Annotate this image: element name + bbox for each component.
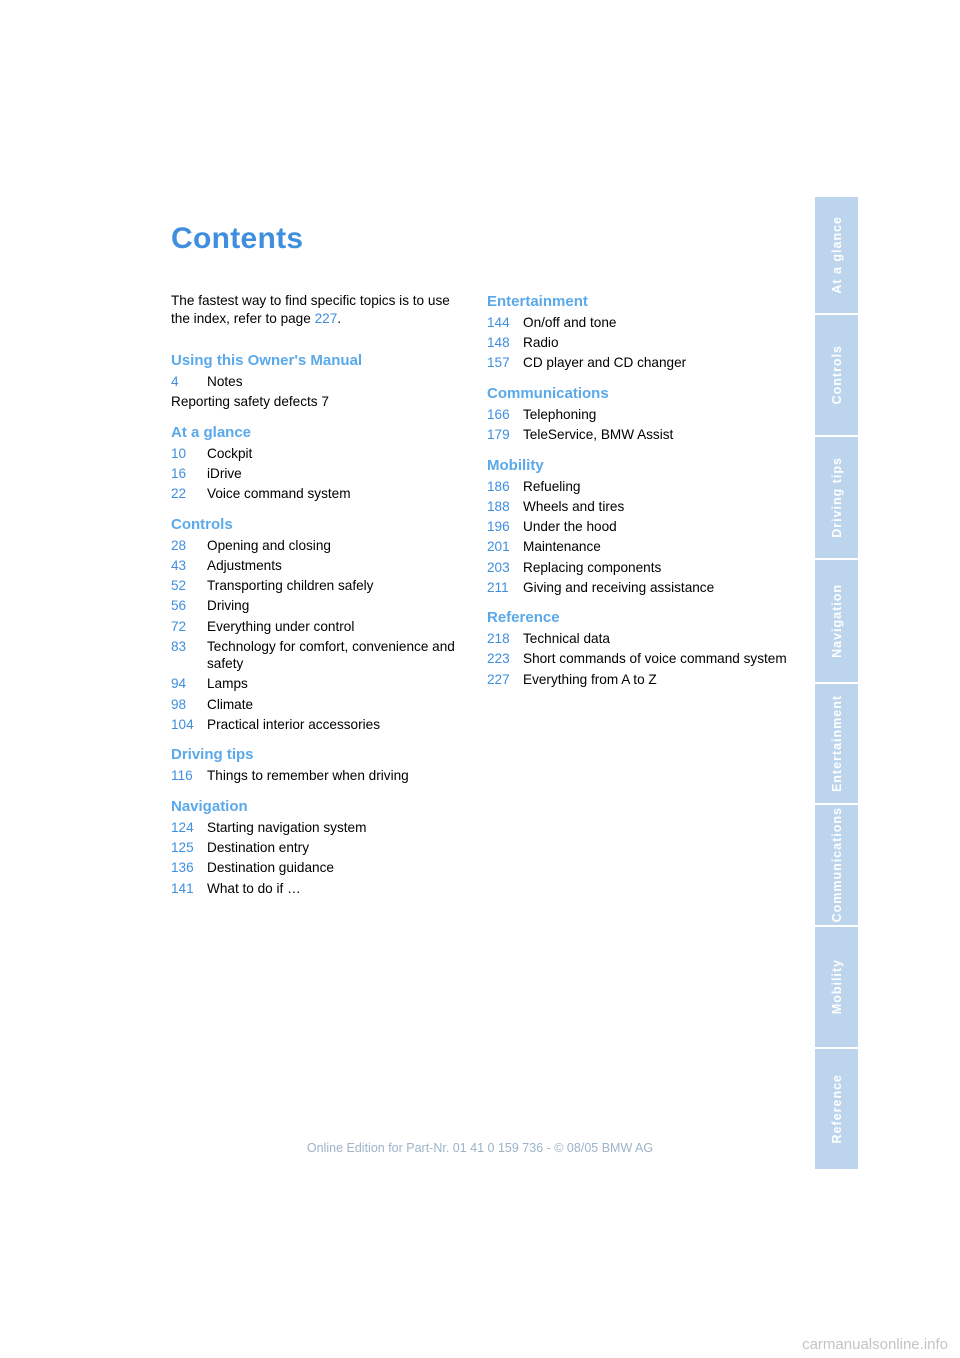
- section-heading: Communications: [487, 384, 609, 402]
- tab-label: Controls: [829, 345, 844, 405]
- page-number[interactable]: 43: [171, 557, 187, 573]
- toc-entry[interactable]: [171, 696, 471, 714]
- page-number[interactable]: 136: [171, 860, 194, 876]
- entry-title: Destination guidance: [207, 860, 334, 876]
- toc-entry[interactable]: [487, 498, 787, 516]
- toc-left-column: [171, 292, 471, 909]
- entry-title: Short commands of voice command system: [523, 651, 787, 667]
- intro-text: [171, 292, 471, 328]
- entry-title: Practical interior accessories: [207, 716, 381, 732]
- entry-title: Driving: [207, 598, 250, 614]
- watermark: carmanualsonline.info: [802, 1336, 948, 1353]
- toc-entry[interactable]: [171, 485, 471, 503]
- section-at-a-glance: [171, 423, 471, 503]
- tab-mobility[interactable]: [815, 927, 858, 1049]
- tab-navigation[interactable]: [815, 560, 858, 684]
- tab-label: Mobility: [829, 959, 844, 1015]
- entry-title: Radio: [523, 335, 559, 351]
- page-number[interactable]: 56: [171, 598, 187, 614]
- section-navigation: [171, 797, 471, 897]
- page-number[interactable]: 188: [487, 498, 510, 514]
- page-number[interactable]: 28: [171, 537, 187, 553]
- page-number[interactable]: 157: [487, 355, 510, 371]
- page-number[interactable]: 203: [487, 559, 510, 575]
- section-heading: Controls: [171, 515, 233, 533]
- tab-label: Communications: [829, 807, 844, 923]
- tab-controls[interactable]: [815, 315, 858, 437]
- section-reference: [487, 608, 787, 688]
- toc-entry[interactable]: [171, 675, 471, 693]
- left-sections: [171, 351, 471, 897]
- section-mobility: [487, 456, 787, 597]
- toc-entry[interactable]: [487, 478, 787, 496]
- toc-entry[interactable]: [487, 630, 787, 648]
- toc-entry[interactable]: [487, 406, 787, 424]
- entry-title: Everything from A to Z: [523, 671, 657, 687]
- intro-sentence: The fastest way to find specific topics is to use the index, refer to page: [171, 293, 450, 326]
- page-number[interactable]: 104: [171, 716, 194, 732]
- section-entertainment: [487, 292, 787, 372]
- toc-entry[interactable]: [171, 537, 471, 555]
- page-number[interactable]: 196: [487, 519, 510, 535]
- page-title: Contents: [171, 222, 304, 255]
- index-page-link[interactable]: 227: [314, 311, 338, 326]
- entry-title: Refueling: [523, 478, 581, 494]
- entry-title: Replacing components: [523, 559, 662, 575]
- page-number[interactable]: 223: [487, 651, 510, 667]
- tab-at-a-glance[interactable]: [815, 197, 858, 315]
- section-communications: [487, 384, 787, 444]
- toc-entry[interactable]: [171, 577, 471, 595]
- toc-entry[interactable]: [487, 559, 787, 577]
- toc-entry[interactable]: [171, 839, 471, 857]
- toc-entry[interactable]: [487, 671, 787, 689]
- toc-entry[interactable]: [487, 538, 787, 556]
- toc-entry[interactable]: [171, 597, 471, 615]
- entry-title: TeleService, BMW Assist: [523, 427, 674, 443]
- page-number[interactable]: 22: [171, 486, 187, 502]
- toc-entry[interactable]: [171, 716, 471, 734]
- toc-right-column: [487, 292, 787, 700]
- entry-title: iDrive: [207, 465, 242, 481]
- tab-entertainment[interactable]: [815, 684, 858, 805]
- section-using-this-owner-s-manual: [171, 351, 471, 411]
- entry-title: On/off and tone: [523, 315, 617, 330]
- entry-title: Wheels and tires: [523, 498, 625, 514]
- entry-title: Telephoning: [523, 406, 597, 422]
- page-number[interactable]: 201: [487, 539, 510, 555]
- tab-communications[interactable]: [815, 805, 858, 927]
- tab-driving-tips[interactable]: [815, 437, 858, 560]
- entry-title: Destination entry: [207, 840, 310, 856]
- section-heading: Mobility: [487, 456, 544, 474]
- entry-title: Notes: [207, 374, 243, 389]
- tab-label: At a glance: [829, 216, 844, 294]
- toc-entry[interactable]: [487, 518, 787, 536]
- toc-entry[interactable]: [171, 859, 471, 877]
- page-number[interactable]: 52: [171, 578, 187, 594]
- entry-title: Starting navigation system: [207, 820, 367, 836]
- page-number[interactable]: 10: [171, 445, 187, 461]
- page-number[interactable]: 227: [487, 671, 510, 687]
- entry-title: Opening and closing: [207, 537, 331, 553]
- entry-title: Everything under control: [207, 618, 355, 634]
- entry-title: Under the hood: [523, 519, 617, 535]
- toc-entry[interactable]: [171, 638, 471, 673]
- page-number[interactable]: 144: [487, 315, 510, 330]
- section-heading: Driving tips: [171, 746, 254, 764]
- toc-entry[interactable]: [171, 819, 471, 837]
- toc-entry[interactable]: [487, 426, 787, 444]
- page-number[interactable]: 98: [171, 696, 187, 712]
- page-number[interactable]: 218: [487, 631, 510, 647]
- chapter-tabs: [815, 197, 858, 1171]
- entry-title: What to do if …: [207, 880, 301, 896]
- page-number[interactable]: 179: [487, 427, 510, 443]
- toc-entry[interactable]: [487, 314, 787, 332]
- toc-extra-line: Reporting safety defects 7: [171, 394, 329, 410]
- entry-title: Lamps: [207, 676, 248, 692]
- right-sections: [487, 292, 787, 688]
- page-number[interactable]: 4: [171, 374, 179, 389]
- entry-title: Transporting children safely: [207, 578, 374, 594]
- toc-entry[interactable]: [171, 465, 471, 483]
- entry-title: Adjustments: [207, 557, 282, 573]
- intro-end: .: [337, 311, 342, 326]
- section-heading: At a glance: [171, 423, 252, 441]
- page-number[interactable]: 211: [487, 579, 509, 595]
- page-number[interactable]: 124: [171, 820, 194, 836]
- entry-title: Voice command system: [207, 486, 351, 502]
- toc-entry[interactable]: [487, 579, 787, 597]
- toc-entry[interactable]: [171, 618, 471, 636]
- page-number[interactable]: 83: [171, 638, 187, 654]
- page-number[interactable]: 148: [487, 335, 510, 351]
- page-number[interactable]: 186: [487, 478, 510, 494]
- section-heading: Using this Owner's Manual: [171, 352, 363, 369]
- page-number[interactable]: 94: [171, 676, 187, 692]
- toc-entry[interactable]: [171, 445, 471, 463]
- entry-title: Climate: [207, 696, 254, 712]
- entry-title: Technology for comfort, convenience and safety: [207, 638, 455, 672]
- page-number[interactable]: 141: [171, 880, 194, 896]
- toc-entry[interactable]: [487, 354, 787, 372]
- entry-title: Cockpit: [207, 445, 253, 461]
- page-number[interactable]: 116: [171, 768, 193, 784]
- toc-entry[interactable]: [171, 880, 471, 898]
- entry-title: Technical data: [523, 631, 610, 647]
- entry-title: Things to remember when driving: [207, 768, 409, 784]
- footer-text: Online Edition for Part-Nr. 01 41 0 159 736 - © 08/05 BMW AG: [306, 1141, 654, 1155]
- toc-entry[interactable]: [487, 650, 787, 668]
- entry-title: CD player and CD changer: [523, 355, 687, 371]
- entry-title: Giving and receiving assistance: [523, 579, 715, 595]
- page-number[interactable]: 16: [171, 465, 187, 481]
- tab-label: Driving tips: [829, 457, 844, 538]
- page-number[interactable]: 72: [171, 618, 187, 634]
- page-number[interactable]: 125: [171, 840, 194, 856]
- section-heading: Entertainment: [487, 293, 588, 310]
- toc-entry[interactable]: [171, 373, 471, 391]
- section-controls: [171, 515, 471, 734]
- tab-label: Entertainment: [829, 694, 844, 793]
- tab-label: Reference: [829, 1074, 844, 1144]
- tab-label: Navigation: [829, 584, 844, 658]
- toc-entry[interactable]: [171, 557, 471, 575]
- section-driving-tips: [171, 745, 471, 785]
- entry-title: Maintenance: [523, 539, 601, 555]
- section-heading: Navigation: [171, 798, 248, 816]
- toc-entry[interactable]: [487, 334, 787, 352]
- page-number[interactable]: 166: [487, 406, 510, 422]
- toc-entry[interactable]: [171, 767, 471, 785]
- section-heading: Reference: [487, 609, 560, 627]
